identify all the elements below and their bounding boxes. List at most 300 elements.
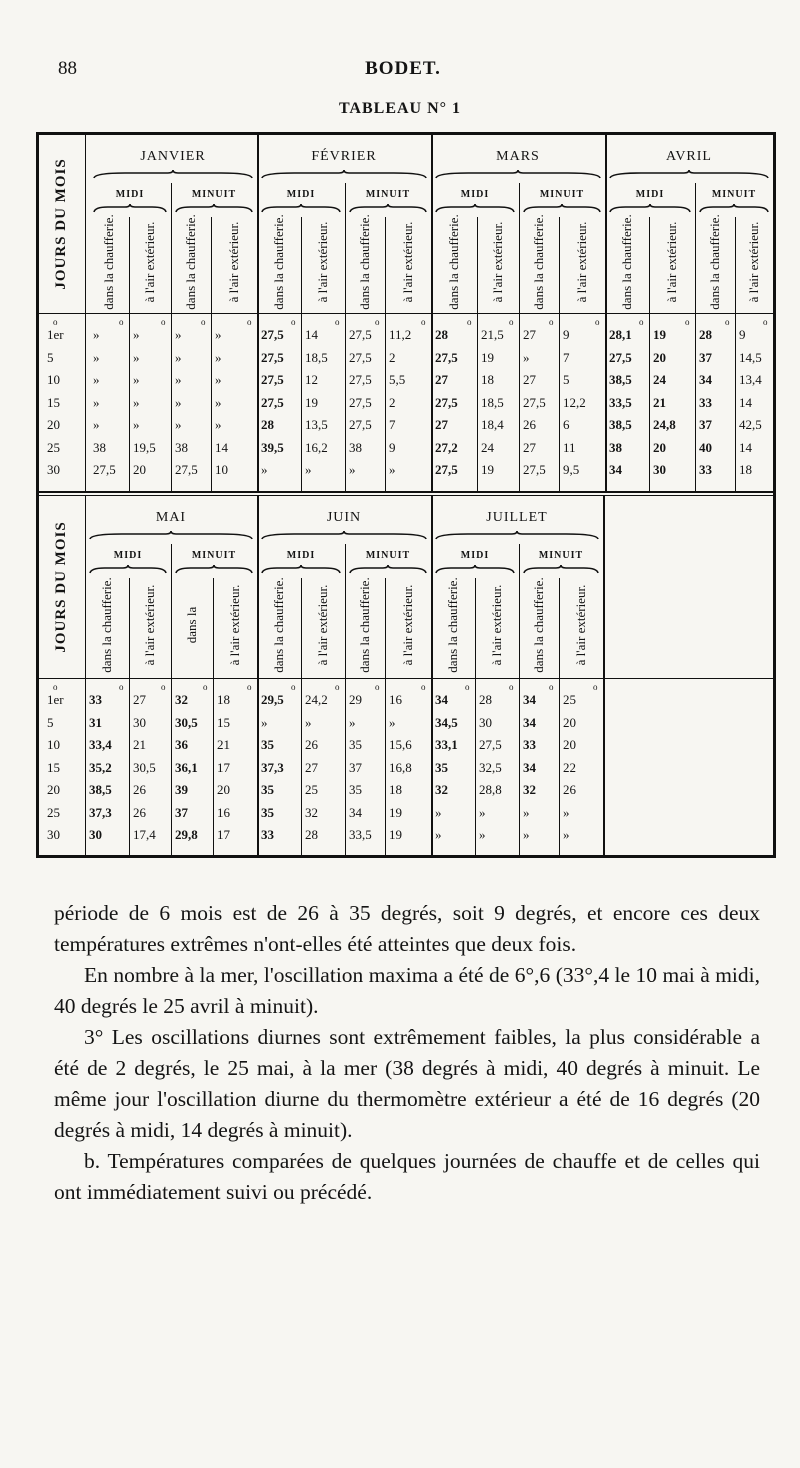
table-cell: 20 [653, 349, 666, 365]
table-cell: 17,4 [133, 827, 156, 842]
table-cell: » [215, 417, 222, 432]
table-cell: 16 [217, 804, 230, 820]
month-brace [609, 169, 769, 179]
month-brace [93, 169, 253, 179]
table-cell: 26 [133, 782, 146, 797]
column-label [301, 576, 345, 674]
table-cell: 27,5 [349, 327, 372, 342]
degree-mark: o [161, 317, 166, 327]
table-cell: 30 [89, 827, 102, 842]
table-cell: » [523, 827, 530, 842]
table-cell: 38 [93, 439, 106, 455]
table-cell: 36 [175, 737, 188, 752]
table-cell: 37 [699, 417, 712, 432]
table-cell: 36,1 [175, 759, 198, 775]
column-label [385, 215, 431, 309]
page-number: 88 [58, 58, 77, 79]
table-cell: 19 [389, 827, 402, 842]
midi-label: MIDI [460, 189, 490, 200]
table-cell: 14 [305, 327, 318, 342]
table-cell: 24 [481, 439, 494, 455]
temperature-table [36, 132, 776, 858]
table-cell: 32,5 [479, 759, 502, 775]
degree-mark: o [593, 682, 598, 692]
table-cell: 31 [89, 714, 102, 730]
chaufferie-label: dans la chaufferie. [271, 214, 287, 310]
table-cell: 27,5 [261, 349, 284, 365]
column-label [605, 215, 649, 309]
degree-mark: o [247, 682, 252, 692]
degree-mark: o [161, 682, 166, 692]
table-cell: 32 [305, 804, 318, 820]
day-label: 15 [47, 759, 60, 775]
table-cell: 25 [305, 782, 318, 797]
exterieur-label: à l'air extérieur. [142, 584, 158, 666]
table-cell: 27,5 [349, 417, 372, 432]
column-label [385, 576, 431, 674]
column-label [257, 576, 301, 674]
exterieur-label: à l'air extérieur. [490, 221, 506, 303]
exterieur-label: à l'air extérieur. [227, 584, 243, 666]
table-cell: 28 [261, 417, 274, 432]
table-cell: » [93, 372, 100, 387]
table-cell: 29 [349, 692, 362, 707]
paragraph: b. Températures comparées de quelques journées de chauffe et de celles qui ont immédiatement suivi ou précédé. [54, 1149, 760, 1204]
table-cell: 14,5 [739, 349, 762, 365]
table-cell: 26 [133, 804, 146, 820]
degree-mark: o [763, 317, 768, 327]
paragraph: période de 6 mois est de 26 à 35 degrés, soit 9 degrés, et encore ces deux températures extrêmes n'ont-elles été atteintes que deux fois. [54, 901, 760, 956]
table-cell: 27,5 [523, 462, 546, 477]
month-divider [431, 135, 433, 491]
chaufferie-label: dans la chaufferie. [271, 577, 287, 673]
table-cell: » [215, 349, 222, 365]
table-cell: 27,5 [435, 394, 458, 410]
body-text [54, 898, 760, 1208]
table-cell: 30 [653, 462, 666, 477]
table-cell: 19 [481, 349, 494, 365]
degree-mark: o [53, 682, 58, 692]
table-cell: 19 [653, 327, 666, 342]
table-cell: » [563, 804, 570, 820]
table-cell: 20 [133, 462, 146, 477]
exterieur-label: à l'air extérieur. [142, 221, 158, 303]
table-cell: 38 [349, 439, 362, 455]
table-cell: 7 [389, 417, 396, 432]
month-brace [261, 530, 427, 540]
table-cell: » [175, 372, 182, 387]
table-cell: 17 [217, 759, 230, 775]
degree-mark: o [467, 317, 472, 327]
table-cell: 12,2 [563, 394, 586, 410]
table-cell: » [93, 349, 100, 365]
column-label [301, 215, 345, 309]
table-cell: 27,5 [261, 394, 284, 410]
day-label: 25 [47, 439, 60, 455]
table-cell: » [435, 827, 442, 842]
column-label [735, 215, 773, 309]
table-cell: 42,5 [739, 417, 762, 432]
exterieur-label: à l'air extérieur. [400, 221, 416, 303]
table-cell: 16,2 [305, 439, 328, 455]
table-cell: 18,5 [481, 394, 504, 410]
table-cell: 7 [563, 349, 570, 365]
table-cell: 27,5 [349, 394, 372, 410]
table-cell: 34 [523, 759, 536, 775]
table-cell: » [133, 372, 140, 387]
month-divider [257, 496, 259, 855]
row-label-column [39, 139, 85, 309]
table-cell: 26 [305, 737, 318, 752]
table-cell: 29,5 [261, 692, 284, 707]
exterieur-label: à l'air extérieur. [315, 221, 331, 303]
minuit-label: MINUIT [365, 189, 411, 200]
table-cell: » [523, 349, 530, 365]
degree-mark: o [291, 682, 296, 692]
table-cell: » [523, 804, 530, 820]
table-cell: 27,5 [349, 372, 372, 387]
column-label [519, 215, 559, 309]
table-cell: 27,5 [175, 462, 198, 477]
month-label: MARS [496, 149, 540, 164]
table-cell: 20 [653, 439, 666, 455]
table-cell: 34,5 [435, 714, 458, 730]
table-cell: 27,5 [479, 737, 502, 752]
table-cell: 35,2 [89, 759, 112, 775]
table-cell: 39,5 [261, 439, 284, 455]
column-label [213, 576, 257, 674]
table-cell: 9 [389, 439, 396, 455]
table-cell: 33 [699, 394, 712, 410]
table-cell: 27 [523, 327, 536, 342]
table-cell: 26 [563, 782, 576, 797]
column-divider [603, 496, 605, 855]
column-label [129, 215, 171, 309]
table-cell: 27,5 [523, 394, 546, 410]
table-cell: 19,5 [133, 439, 156, 455]
table-cell: 19 [305, 394, 318, 410]
column-label [85, 576, 129, 674]
table-cell: 33,1 [435, 737, 458, 752]
table-cell: 15,6 [389, 737, 412, 752]
minuit-label: MINUIT [539, 189, 585, 200]
column-label [171, 576, 213, 674]
table-cell: 19 [389, 804, 402, 820]
table-cell: 27 [523, 372, 536, 387]
table-cell: » [563, 827, 570, 842]
table-cell: 27 [435, 372, 448, 387]
table-cell: 11,2 [389, 327, 412, 342]
chaufferie-label: dans la chaufferie. [446, 214, 462, 310]
chaufferie-label: dans la chaufferie. [707, 214, 723, 310]
table-cell: » [133, 327, 140, 342]
table-cell: » [389, 714, 396, 730]
table-cell: » [349, 462, 356, 477]
month-brace [435, 530, 599, 540]
month-brace [89, 530, 253, 540]
table-cell: 27,5 [93, 462, 116, 477]
table-cell: 28 [435, 327, 448, 342]
table-cell: 33 [261, 827, 274, 842]
table-cell: » [93, 327, 100, 342]
degree-mark: o [119, 682, 124, 692]
table-cell: 10 [215, 462, 228, 477]
paragraph: En nombre à la mer, l'oscillation maxima a été de 6°,6 (33°,4 le 10 mai à midi, 40 degrés le 25 avril à minuit). [54, 963, 760, 1018]
table-cell: 38 [609, 439, 622, 455]
section-separator [39, 491, 773, 496]
table-cell: 30,5 [133, 759, 156, 775]
exterieur-label: à l'air extérieur. [574, 221, 590, 303]
table-cell: 33,5 [349, 827, 372, 842]
degree-mark: o [639, 317, 644, 327]
table-cell: 21 [653, 394, 666, 410]
degree-mark: o [685, 317, 690, 327]
table-cell: 24 [653, 372, 666, 387]
table-cell: 9 [739, 327, 746, 342]
degree-mark: o [291, 317, 296, 327]
table-cell: 15 [217, 714, 230, 730]
day-label: 25 [47, 804, 60, 820]
minuit-label: MINUIT [191, 550, 237, 561]
degree-mark: o [421, 682, 426, 692]
table-cell: 27,5 [261, 372, 284, 387]
table-cell: » [175, 417, 182, 432]
table-cell: 12 [305, 372, 318, 387]
row-label-column [39, 500, 85, 674]
minuit-label: MINUIT [711, 189, 757, 200]
table-cell: 37,3 [89, 804, 112, 820]
table-cell: 33 [699, 462, 712, 477]
table-cell: 29,8 [175, 827, 198, 842]
column-label [431, 576, 475, 674]
table-cell: 5 [563, 372, 570, 387]
table-cell: 9 [563, 327, 570, 342]
midi-label: MIDI [635, 189, 665, 200]
table-cell: 27,5 [435, 462, 458, 477]
column-label [89, 215, 129, 309]
table-cell: » [435, 804, 442, 820]
month-brace [261, 169, 427, 179]
table-cell: 18 [217, 692, 230, 707]
degree-mark: o [549, 682, 554, 692]
table-cell: 39 [175, 782, 188, 797]
degree-mark: o [465, 682, 470, 692]
table-cell: 28 [699, 327, 712, 342]
day-label: 20 [47, 782, 60, 797]
table-cell: 14 [739, 394, 752, 410]
table-cell: 35 [261, 737, 274, 752]
jours-du-mois-label: JOURS DU MOIS [53, 158, 70, 290]
table-cell: 30 [479, 714, 492, 730]
table-cell: 26 [523, 417, 536, 432]
table-cell: 25 [563, 692, 576, 707]
degree-mark: o [549, 317, 554, 327]
page-header [58, 58, 748, 84]
chaufferie-label: dans la chaufferie. [619, 214, 635, 310]
chaufferie-label: dans la chaufferie. [531, 577, 547, 673]
table-cell: 17 [217, 827, 230, 842]
table-cell: 20 [563, 737, 576, 752]
running-title: BODET. [365, 58, 441, 79]
degree-mark: o [375, 682, 380, 692]
table-cell: 27,2 [435, 439, 458, 455]
table-cell: » [175, 349, 182, 365]
chaufferie-label: dans la chaufferie. [357, 214, 373, 310]
table-cell: 34 [523, 714, 536, 730]
day-label: 15 [47, 394, 60, 410]
table-cell: » [133, 417, 140, 432]
table-cell: 27 [435, 417, 448, 432]
table-cell: 37 [349, 759, 362, 775]
month-label: JUIN [326, 510, 362, 525]
table-cell: 37 [699, 349, 712, 365]
table-title: TABLEAU N° 1 [338, 100, 462, 117]
table-cell: » [261, 714, 268, 730]
midi-label: MIDI [460, 550, 490, 561]
table-cell: 24,2 [305, 692, 328, 707]
degree-mark: o [335, 682, 340, 692]
table-cell: 33 [89, 692, 102, 707]
midi-label: MIDI [286, 189, 316, 200]
degree-mark: o [335, 317, 340, 327]
table-cell: 30 [133, 714, 146, 730]
table-cell: 35 [349, 737, 362, 752]
degree-mark: o [201, 317, 206, 327]
table-cell: 16 [389, 692, 402, 707]
table-cell: 35 [261, 804, 274, 820]
table-cell: 28 [305, 827, 318, 842]
table-cell: 28 [479, 692, 492, 707]
chaufferie-label: dans la chaufferie. [183, 214, 199, 310]
minuit-label: MINUIT [365, 550, 411, 561]
table-cell: » [215, 327, 222, 342]
table-cell: 34 [435, 692, 448, 707]
table-cell: 35 [261, 782, 274, 797]
table-cell: 28,1 [609, 327, 632, 342]
midi-label: MIDI [286, 550, 316, 561]
degree-mark: o [247, 317, 252, 327]
table-cell: 18 [481, 372, 494, 387]
column-label [345, 215, 385, 309]
table-cell: 32 [523, 782, 536, 797]
column-label [345, 576, 385, 674]
table-cell: 37,3 [261, 759, 284, 775]
month-divider [605, 135, 607, 491]
day-label: 5 [47, 349, 54, 365]
degree-mark: o [595, 317, 600, 327]
exterieur-label: à l'air extérieur. [315, 584, 331, 666]
table-cell: 33,4 [89, 737, 112, 752]
table-cell: 34 [523, 692, 536, 707]
table-cell: » [93, 417, 100, 432]
table-cell: 37 [175, 804, 188, 820]
chaufferie-label: dans la chaufferie. [531, 214, 547, 310]
table-cell: » [389, 462, 396, 477]
table-cell: 14 [739, 439, 752, 455]
table-cell: 19 [481, 462, 494, 477]
day-label: 20 [47, 417, 60, 432]
column-label [649, 215, 695, 309]
minuit-label: MINUIT [191, 189, 237, 200]
degree-mark: o [421, 317, 426, 327]
midi-label: MIDI [115, 189, 145, 200]
paragraph: 3° Les oscillations diurnes sont extrêmement faibles, la plus considérable a été de 2 degrés, le 25 mai, à la mer (38 degrés à midi, 40 degrés à minuit. Le même jour l'oscillation diurne du thermomètre extérieur a été de 16 degrés (20 degrés à midi, 14 degrés à minuit). [54, 1025, 760, 1142]
chaufferie-label: dans la chaufferie. [99, 577, 115, 673]
column-label [211, 215, 257, 309]
column-label [475, 576, 519, 674]
table-cell: 6 [563, 417, 570, 432]
day-label: 10 [47, 372, 60, 387]
exterieur-label: à l'air extérieur. [489, 584, 505, 666]
column-label [171, 215, 211, 309]
table-cell: 35 [435, 759, 448, 775]
table-cell: 27,5 [609, 349, 632, 365]
column-label [257, 215, 301, 309]
degree-mark: o [119, 317, 124, 327]
table-cell: 38,5 [609, 417, 632, 432]
day-label: 5 [47, 714, 54, 730]
degree-mark: o [509, 682, 514, 692]
month-divider [431, 496, 433, 855]
exterieur-label: à l'air extérieur. [400, 584, 416, 666]
column-label [519, 576, 559, 674]
table-cell: 33,5 [609, 394, 632, 410]
midi-label: MIDI [113, 550, 143, 561]
table-cell: 38,5 [609, 372, 632, 387]
exterieur-label: à l'air extérieur. [746, 221, 762, 303]
table-cell: » [215, 372, 222, 387]
degree-mark: o [53, 317, 58, 327]
table-cell: 34 [609, 462, 622, 477]
table-cell: » [261, 462, 268, 477]
table-cell: 22 [563, 759, 576, 775]
column-label [559, 215, 605, 309]
table-cell: 5,5 [389, 372, 406, 387]
day-label: 30 [47, 827, 60, 842]
table-cell: 35 [349, 782, 362, 797]
degree-mark: o [375, 317, 380, 327]
table-cell: 27 [523, 439, 536, 455]
table-cell: 32 [435, 782, 448, 797]
table-cell: 14 [215, 439, 228, 455]
minuit-label: MINUIT [538, 550, 584, 561]
degree-mark: o [725, 317, 730, 327]
table-cell: » [175, 327, 182, 342]
day-label: 1er [47, 327, 64, 342]
table-cell: 16,8 [389, 759, 412, 775]
table-cell: » [349, 714, 356, 730]
column-label [431, 215, 477, 309]
column-label [477, 215, 519, 309]
table-cell: 13,5 [305, 417, 328, 432]
degree-mark: o [509, 317, 514, 327]
table-cell: » [133, 394, 140, 410]
table-cell: 38 [175, 439, 188, 455]
table-cell: 27,5 [349, 349, 372, 365]
table-cell: » [479, 827, 486, 842]
table-cell: 32 [175, 692, 188, 707]
exterieur-label: à l'air extérieur. [226, 221, 242, 303]
table-cell: 20 [563, 714, 576, 730]
chaufferie-label: dans la chaufferie. [445, 577, 461, 673]
column-label [129, 576, 171, 674]
chaufferie-label: dans la [184, 606, 200, 644]
table-cell: 21,5 [481, 327, 504, 342]
table-cell: 9,5 [563, 462, 580, 477]
column-label [559, 576, 603, 674]
exterieur-label: à l'air extérieur. [664, 221, 680, 303]
table-cell: 20 [217, 782, 230, 797]
